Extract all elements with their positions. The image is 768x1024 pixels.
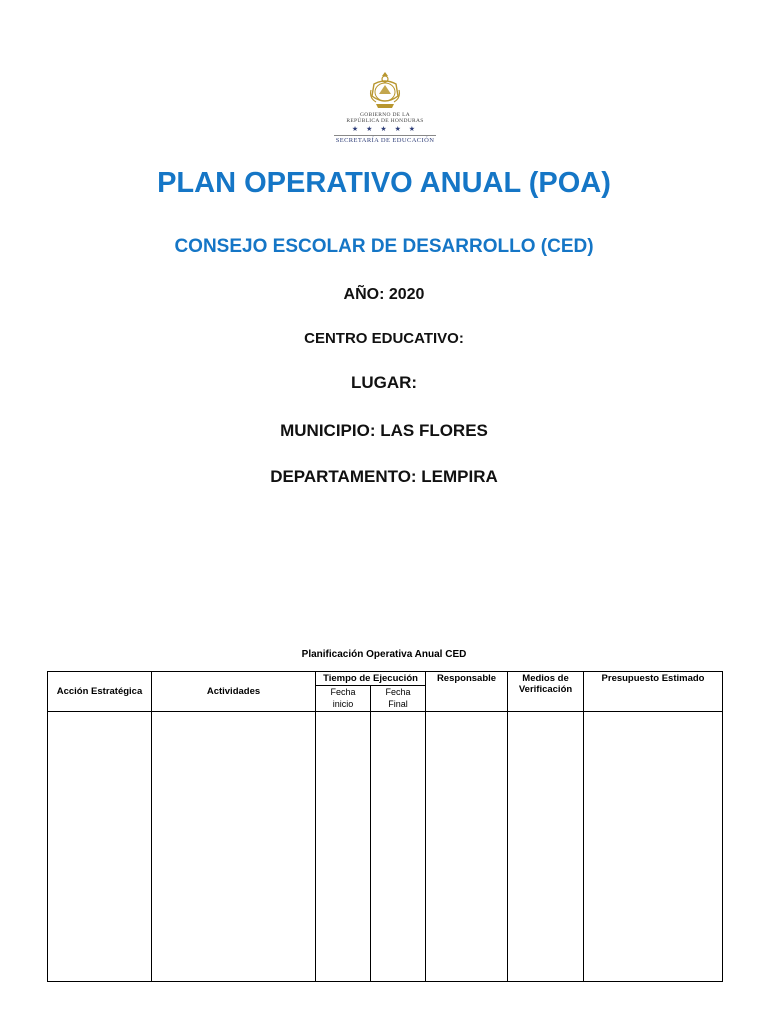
- logo-divider: [334, 135, 436, 136]
- column-header-actividades: Actividades: [152, 672, 316, 712]
- fecha-inicio-line-1: Fecha: [330, 687, 356, 697]
- logo-stars: ★ ★ ★ ★ ★: [351, 126, 419, 133]
- page-subtitle: CONSEJO ESCOLAR DE DESARROLLO (CED): [174, 236, 594, 257]
- column-header-tiempo: Tiempo de Ejecución: [316, 672, 426, 686]
- logo-line-gobierno: GOBIERNO DE LA: [359, 112, 411, 118]
- table-row: [48, 712, 723, 982]
- cell-presupuesto[interactable]: [584, 712, 723, 982]
- medios-line-1: Medios de: [522, 673, 569, 684]
- column-header-medios: [508, 672, 584, 712]
- logo-secretaria: SECRETARÍA DE EDUCACIÓN: [335, 137, 435, 144]
- cell-responsable[interactable]: [426, 712, 508, 982]
- column-header-responsable: Responsable: [426, 672, 508, 712]
- cell-accion[interactable]: [48, 712, 152, 982]
- fecha-final-line-2: Final: [388, 699, 408, 709]
- departamento-line: DEPARTAMENTO: LEMPIRA: [270, 467, 498, 486]
- column-header-presupuesto: Presupuesto Estimado: [584, 672, 723, 712]
- poa-table: [47, 671, 723, 982]
- municipio-line: MUNICIPIO: LAS FLORES: [280, 421, 488, 440]
- year-line: AÑO: 2020: [343, 286, 425, 303]
- cell-medios[interactable]: [508, 712, 584, 982]
- fecha-final-line-1: Fecha: [385, 687, 411, 697]
- column-header-fecha-inicio: [316, 686, 371, 712]
- column-header-accion: Acción Estratégica: [48, 672, 152, 712]
- medios-line-2: Verificación: [518, 684, 573, 695]
- column-header-fecha-final: [371, 686, 426, 712]
- cell-fecha-inicio[interactable]: [316, 712, 371, 982]
- fecha-inicio-line-2: inicio: [332, 699, 354, 709]
- lugar-line: LUGAR:: [350, 373, 418, 392]
- coat-of-arms-icon: [368, 70, 402, 112]
- centro-educativo-line: CENTRO EDUCATIVO:: [304, 330, 464, 347]
- page-title: PLAN OPERATIVO ANUAL (POA): [157, 167, 611, 199]
- cell-actividades[interactable]: [152, 712, 316, 982]
- logo-line-republica: REPÚBLICA DE HONDURAS: [346, 118, 424, 124]
- government-logo: [330, 70, 440, 156]
- cell-fecha-final[interactable]: [371, 712, 426, 982]
- table-caption: Planificación Operativa Anual CED: [301, 649, 467, 660]
